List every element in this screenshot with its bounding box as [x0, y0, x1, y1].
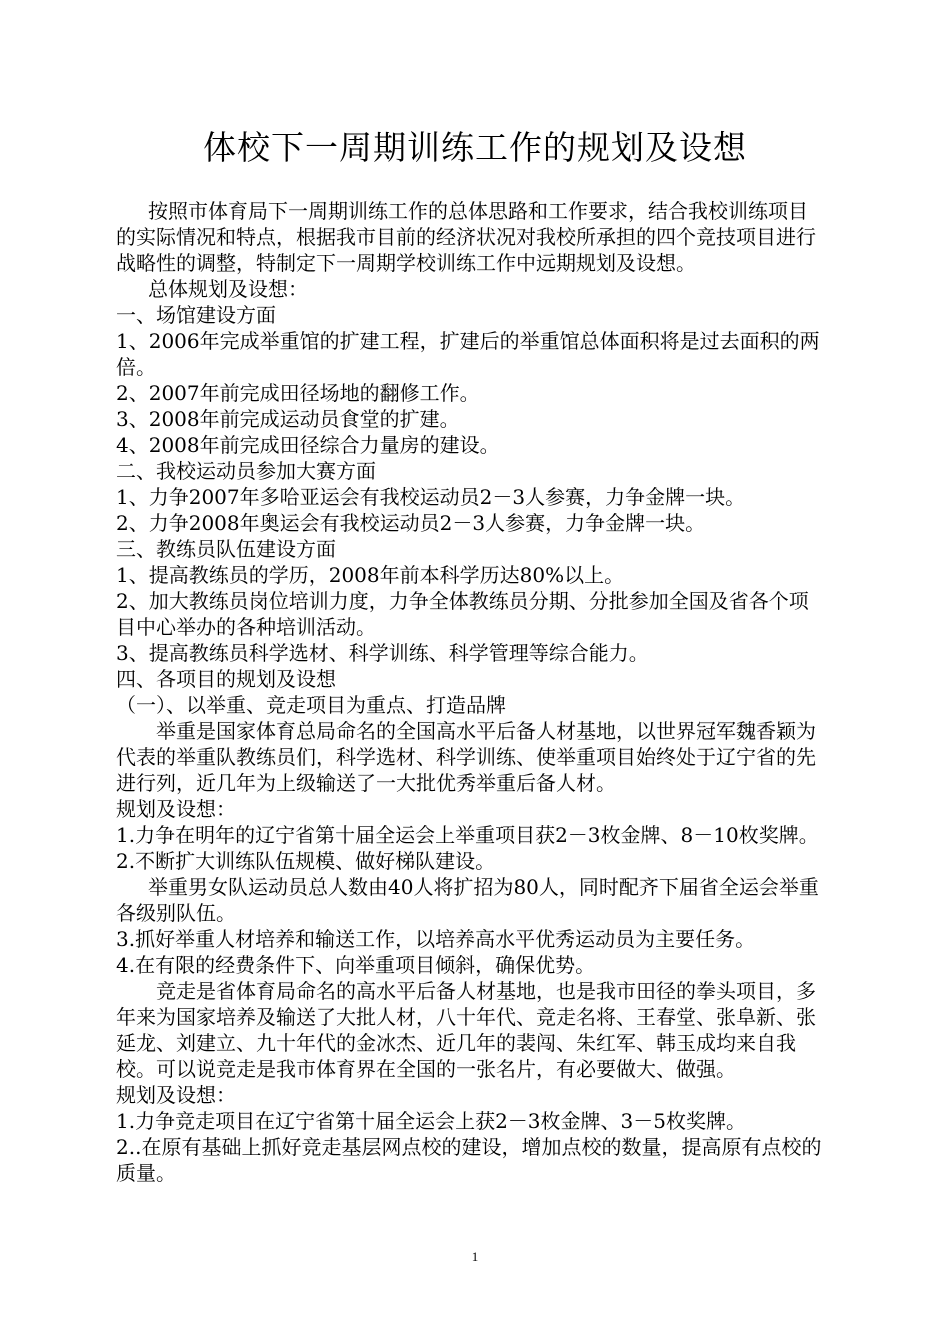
list-item: 2..在原有基础上抓好竞走基层网点校的建设，增加点校的数量，提高原有点校的质量。	[116, 1135, 822, 1185]
page-number: 1	[471, 1249, 479, 1264]
list-item: 1、2006年完成举重馆的扩建工程，扩建后的举重馆总体面积将是过去面积的两倍。	[116, 329, 820, 379]
list-item: 3、提高教练员科学选材、科学训练、科学管理等综合能力。	[116, 641, 649, 665]
section-heading-projects: 四、各项目的规划及设想	[116, 667, 336, 691]
subsection-heading: （一）、以举重、竞走项目为重点、打造品牌	[116, 693, 506, 717]
list-item: 1.力争在明年的辽宁省第十届全运会上举重项目获2－3枚金牌、8－10枚奖牌。	[116, 823, 819, 847]
weightlifting-expand: 举重男女队运动员总人数由40人将扩招为80人，同时配齐下届省全运会举重各级别队伍。	[116, 875, 819, 925]
section-heading-coaches: 三、教练员队伍建设方面	[116, 537, 336, 561]
list-item: 4.在有限的经费条件下、向举重项目倾斜，确保优势。	[116, 953, 596, 977]
plan-label: 规划及设想：	[116, 1083, 236, 1107]
list-item: 2、2007年前完成田径场地的翻修工作。	[116, 381, 480, 405]
list-item: 1.力争竞走项目在辽宁省第十届全运会上获2－3枚金牌、3－5枚奖牌。	[116, 1109, 746, 1133]
overall-heading: 总体规划及设想：	[148, 277, 308, 301]
section-heading-competitions: 二、我校运动员参加大赛方面	[116, 459, 376, 483]
list-item: 1、提高教练员的学历，2008年前本科学历达80%以上。	[116, 563, 625, 587]
document-body	[116, 198, 826, 1186]
weightlifting-intro: 举重是国家体育总局命名的全国高水平后备人材基地，以世界冠军魏香颖为代表的举重队教练员们，科学选材、科学训练、使举重项目始终处于辽宁省的先进行列，近几年为上级输送了一大批优秀举重后备人材。	[116, 719, 816, 795]
racewalk-intro: 竞走是省体育局命名的高水平后备人材基地，也是我市田径的拳头项目，多年来为国家培养及输送了大批人材，八十年代、竞走名将、王春堂、张阜新、张延龙、刘建立、九十年代的金冰杰、近几年的裴闯、朱红军、韩玉成均来自我校。可以说竞走是我市体育界在全国的一张名片，有必要做大、做强。	[116, 979, 816, 1081]
list-item: 4、2008年前完成田径综合力量房的建设。	[116, 433, 500, 457]
document-title: 体校下一周期训练工作的规划及设想	[203, 128, 747, 167]
section-heading-venues: 一、场馆建设方面	[116, 303, 276, 327]
list-item: 1、力争2007年多哈亚运会有我校运动员2－3人参赛，力争金牌一块。	[116, 485, 746, 509]
list-item: 2、力争2008年奥运会有我校运动员2－3人参赛，力争金牌一块。	[116, 511, 706, 535]
list-item: 2.不断扩大训练队伍规模、做好梯队建设。	[116, 849, 496, 873]
plan-label: 规划及设想：	[116, 797, 236, 821]
intro-paragraph: 按照市体育局下一周期训练工作的总体思路和工作要求，结合我校训练项目的实际情况和特点，根据我市目前的经济状况对我校所承担的四个竞技项目进行战略性的调整，特制定下一周期学校训练工作中远期规划及设想。	[116, 199, 816, 275]
list-item: 3、2008年前完成运动员食堂的扩建。	[116, 407, 460, 431]
list-item: 2、加大教练员岗位培训力度，力争全体教练员分期、分批参加全国及省各个项目中心举办的各种培训活动。	[116, 589, 809, 639]
list-item: 3.抓好举重人材培养和输送工作，以培养高水平优秀运动员为主要任务。	[116, 927, 756, 951]
